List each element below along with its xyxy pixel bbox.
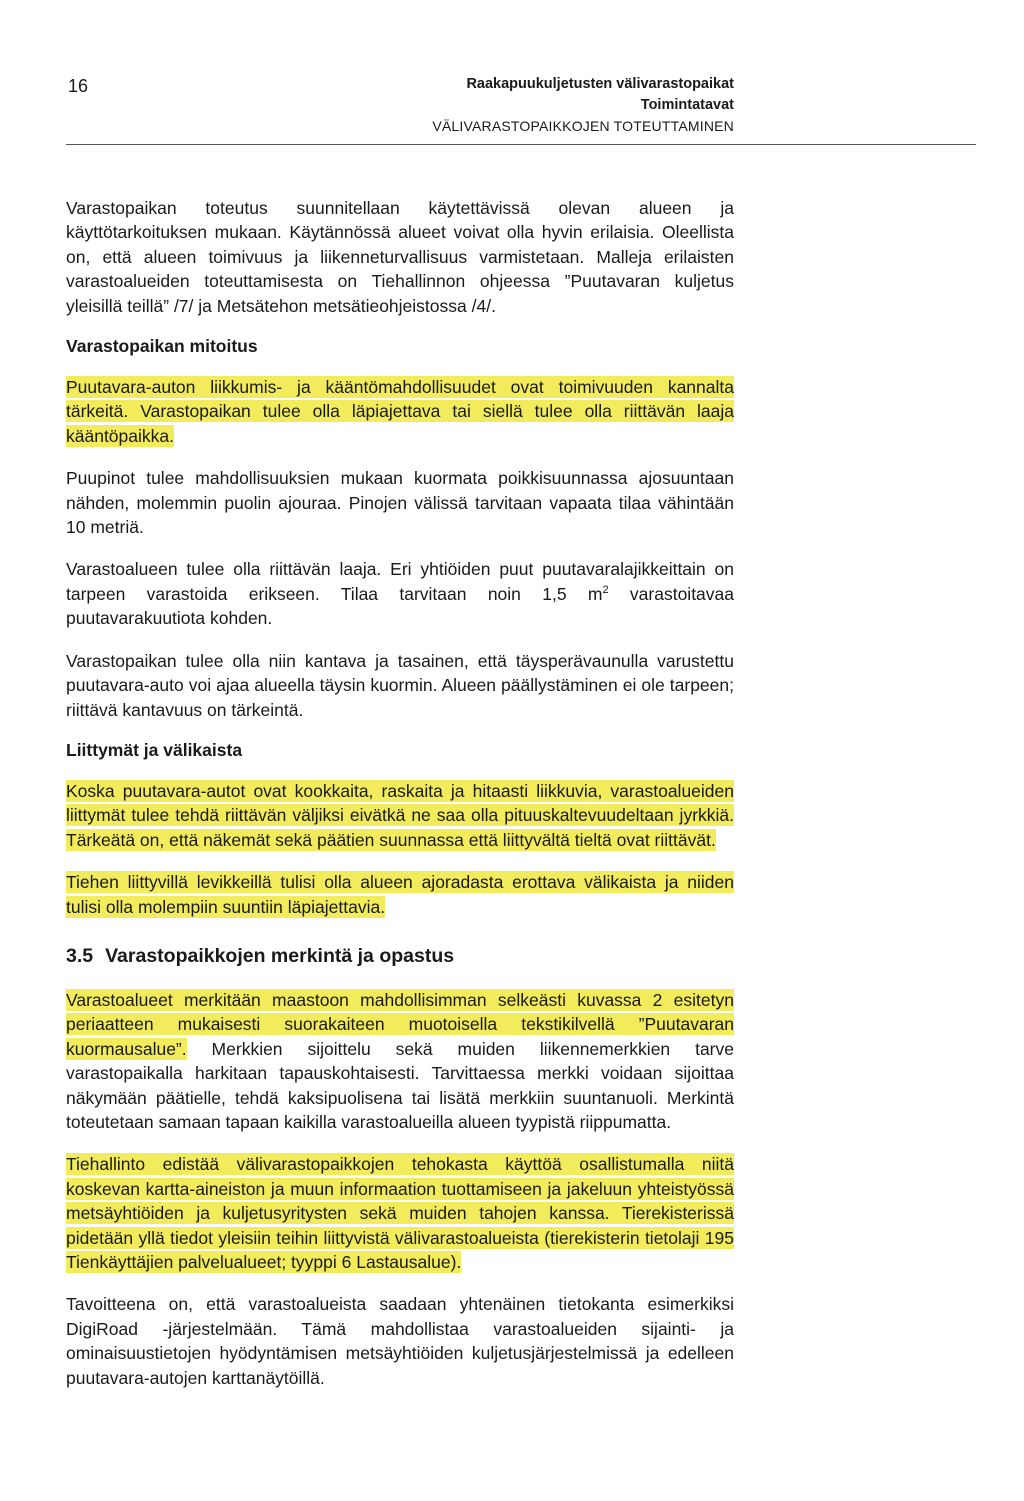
intro-paragraph: Varastopaikan toteutus suunnitellaan käytettävissä olevan alueen ja käyttötarkoituksen mukaan. Käytännössä alueet voivat olla hyvin erilaisia. Oleellista on, että alueen toimivuus ja liikenneturvallisuus varmistetaan. Malleja erilaisten varastoalueiden toteuttamisesta on Tiehallinnon ohjeessa ”Puutavaran kuljetus yleisillä teillä” /7/ ja Metsätehon metsätieohjeistossa /4/. bbox=[66, 198, 734, 316]
section-number: 3.5 bbox=[66, 944, 94, 967]
liittymat-paragraph-1 bbox=[66, 779, 734, 852]
mitoitus-paragraph-4: Varastopaikan tulee olla niin kantava ja tasainen, että täysperävaunulla varustettu puutavara-auto voi ajaa alueella täysin kuormin. Alueen päällystäminen ei ole tarpeen; riittävä kantavuus on tärkeintä. bbox=[66, 650, 734, 720]
section-paragraph-1 bbox=[66, 988, 734, 1134]
liittymat-paragraph-2 bbox=[66, 870, 734, 919]
mitoitus-paragraph-3 bbox=[66, 557, 734, 630]
highlight-mark: Tiehallinto edistää välivarastopaikkojen tehokasta käyttöä osallistumalla niitä koskevan kartta-aineiston ja muun informaation tuottamiseen ja jakeluun yhteistyössä metsäyhtiöiden ja kuljetusyritysten sekä muiden tahojen kanssa. Tierekisterissä pidetään yllä tiedot yleisiin teihin liittyvistä välivarastoalueista (tierekisterin tietolaji 195 Tienkäyttäjien palvelualueet; tyyppi 6 Lastausalue). bbox=[66, 1154, 734, 1272]
mitoitus-p3-end: varastoitavaa puutavarakuutiota kohden. bbox=[66, 583, 735, 629]
mitoitus-paragraph-1 bbox=[66, 375, 734, 448]
highlight-mark: Varastoalueet merkitään maastoon mahdollisimman selkeästi kuvassa 2 esitetyn periaatteen mukaisesti suorakaiteen muotoisella tekstikilvellä ”Puutavaran kuormausalue”. bbox=[66, 989, 734, 1059]
mitoitus-p3-start: Varastoalueen tulee olla riittävän laaja. Eri yhtiöiden puut puutavaralajikkeittain on tarpeen varastoida erikseen. Tilaa tarvitaan noin 1,5 m bbox=[66, 559, 734, 604]
running-head-title: Raakapuukuljetusten välivarastopaikat bbox=[466, 76, 734, 92]
highlight-mark: Tiehen liittyvillä levikkeillä tulisi olla alueen ajoradasta erottava välikaista ja niiden tulisi olla molempiin suuntiin läpiajettavia. bbox=[66, 872, 734, 917]
section-paragraph-3: Tavoitteena on, että varastoalueista saadaan yhtenäinen tietokanta esimerkiksi DigiRoad -järjestelmään. Tämä mahdollistaa varastoalueiden sijainti- ja ominaisuustietojen hyödyntämisen metsäyhtiöiden kuljetusjärjestelmissä ja edelleen puutavara-autojen karttanäytöillä. bbox=[66, 1294, 734, 1388]
section-p1-rest: Merkkien sijoittelu sekä muiden liikennemerkkien tarve varastopaikalla harkitaan tapauskohtaisesti. Tarvittaessa merkki voidaan sijoittaa näkymään päätielle, tehdä kaksipuolisena tai lisätä merkkiin suuntanuoli. Merkintä toteutetaan samaan tapaan kaikilla varastoalueilla alueen tyypistä riippumatta. bbox=[66, 1038, 734, 1132]
highlight-mark: Koska puutavara-autot ovat kookkaita, raskaita ja hitaasti liikkuvia, varastoalueiden liittymät tulee tehdä riittävän väljiksi eivätkä ne saa olla pituuskaltevuudeltaan jyrkkiä. Tärkeätä on, että näkemät sekä päätien suunnassa että liittyvältä tieltä ovat riittävät. bbox=[66, 780, 734, 850]
running-head-subtitle: Toimintatavat bbox=[640, 97, 734, 113]
heading-mitoitus: Varastopaikan mitoitus bbox=[66, 336, 258, 357]
running-head bbox=[432, 74, 734, 137]
mitoitus-paragraph-2: Puupinot tulee mahdollisuuksien mukaan kuormata poikkisuunnassa ajosuuntaan nähden, molemmin puolin ajouraa. Pinojen välissä tarvitaan vapaata tilaa vähintään 10 metriä. bbox=[66, 468, 734, 538]
header-rule bbox=[66, 144, 976, 145]
page-number: 16 bbox=[68, 76, 89, 96]
superscript-2: 2 bbox=[602, 584, 609, 597]
section-heading bbox=[66, 945, 734, 968]
heading-liittymat: Liittymät ja välikaista bbox=[66, 739, 243, 760]
section-title: Varastopaikkojen merkintä ja opastus bbox=[105, 944, 455, 967]
section-paragraph-2 bbox=[66, 1152, 734, 1274]
highlight-mark: Puutavara-auton liikkumis- ja kääntömahdollisuudet ovat toimivuuden kannalta tärkeitä. Varastopaikan tulee olla läpiajettava tai siellä tulee olla riittävän laaja kääntöpaikka. bbox=[66, 377, 734, 446]
running-head-chapter: VÄLIVARASTOPAIKKOJEN TOTEUTTAMINEN bbox=[432, 118, 734, 134]
body-content bbox=[66, 196, 734, 1408]
